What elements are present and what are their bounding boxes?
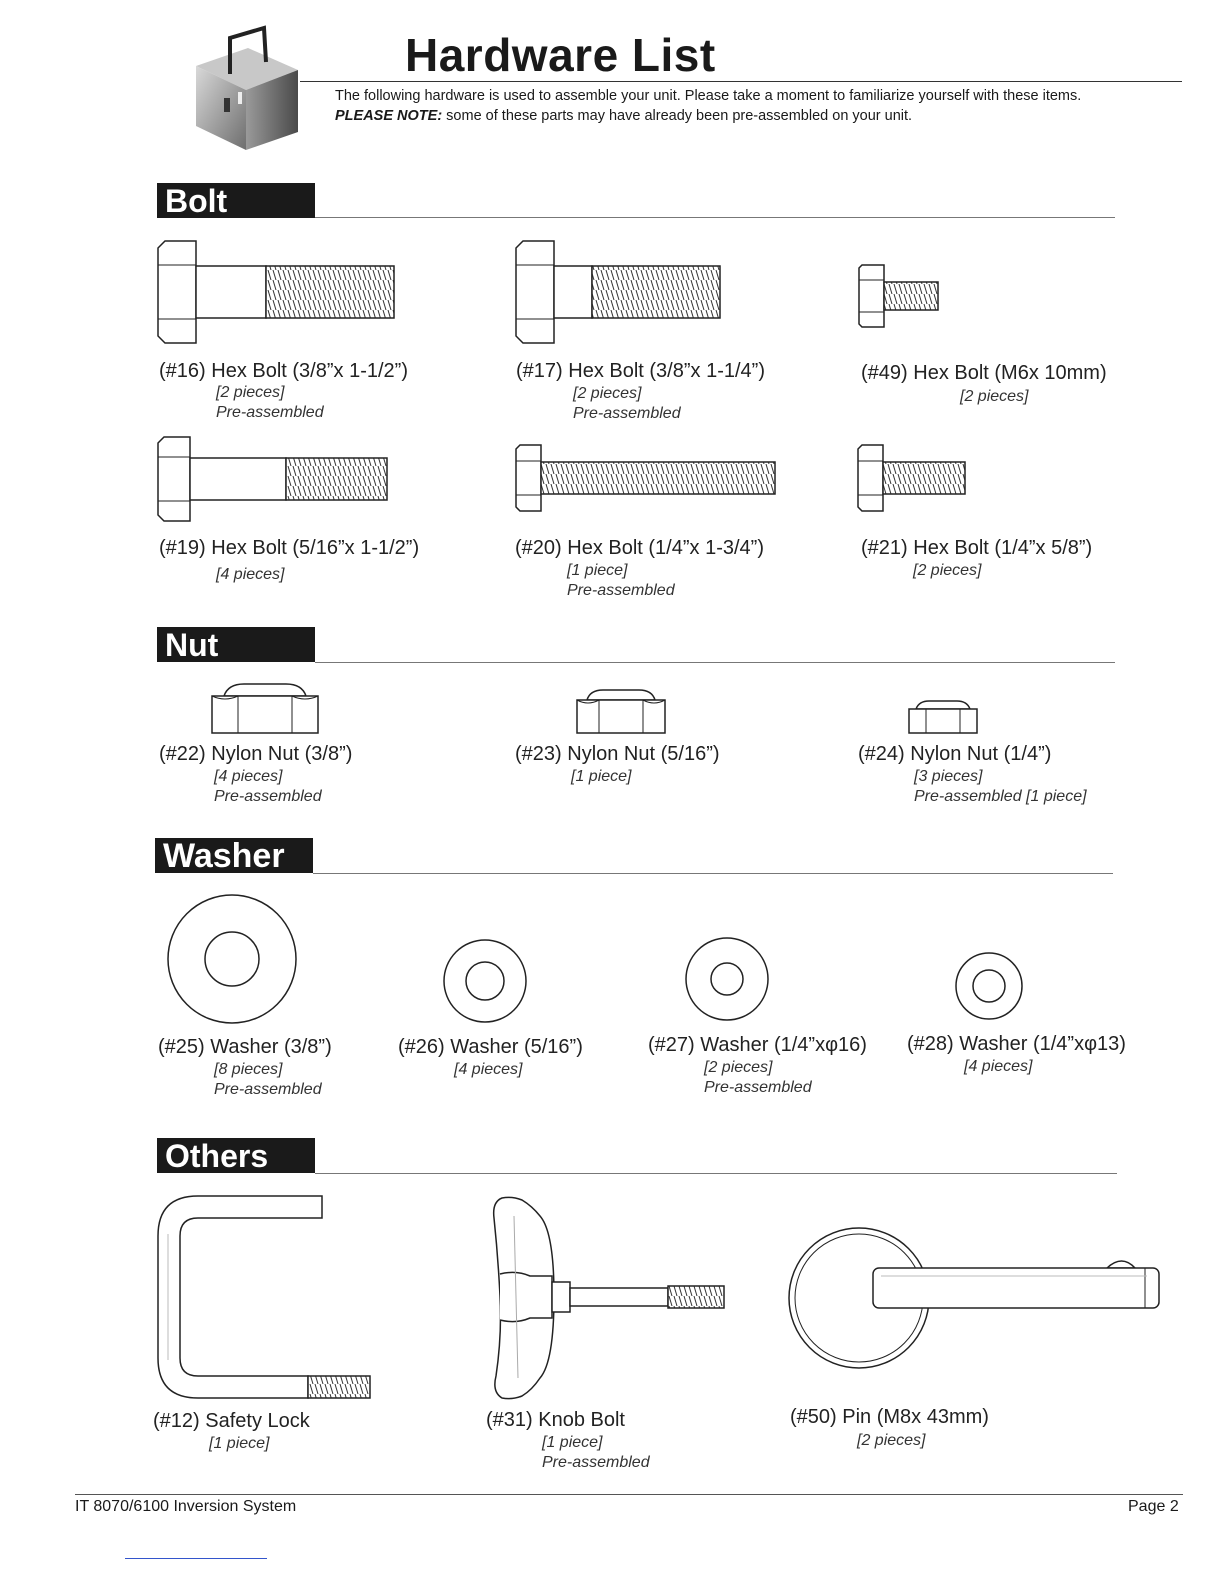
- washer-26-drawing: [442, 938, 528, 1024]
- nylon-nut-22-drawing: [210, 682, 320, 734]
- hex-bolt-21-drawing: [857, 444, 969, 512]
- item-qty-22: [4 pieces]: [214, 768, 283, 785]
- page-title: Hardware List: [405, 29, 716, 81]
- footer-product-name: IT 8070/6100 Inversion System: [75, 1498, 297, 1515]
- item-note-22: Pre-assembled: [214, 788, 322, 805]
- nylon-nut-24-drawing: [907, 700, 979, 734]
- item-note-16: Pre-assembled: [216, 404, 324, 421]
- hex-bolt-19-drawing: [157, 436, 391, 522]
- item-name-16: (#16) Hex Bolt (3/8”x 1-1/2”): [159, 360, 408, 382]
- intro-line-1: The following hardware is used to assemble your unit. Please take a moment to familiarize yourself with these items.: [335, 88, 1082, 104]
- item-qty-12: [1 piece]: [209, 1435, 270, 1452]
- section-rule-washer: [313, 873, 1113, 874]
- note-label: PLEASE NOTE:: [335, 108, 443, 124]
- item-note-20: Pre-assembled: [567, 582, 675, 599]
- item-name-17: (#17) Hex Bolt (3/8”x 1-1/4”): [516, 360, 765, 382]
- hex-bolt-16-drawing: [157, 240, 397, 344]
- footer-rule: [75, 1494, 1183, 1495]
- item-qty-31: [1 piece]: [542, 1434, 603, 1451]
- section-rule-nut: [315, 662, 1115, 663]
- item-qty-20: [1 piece]: [567, 562, 628, 579]
- safety-lock-drawing: [154, 1194, 374, 1400]
- item-note-25: Pre-assembled: [214, 1081, 322, 1098]
- footer-link-underline: [125, 1558, 267, 1559]
- nylon-nut-23-drawing: [575, 688, 667, 734]
- washer-28-drawing: [954, 951, 1024, 1021]
- item-name-23: (#23) Nylon Nut (5/16”): [515, 743, 720, 765]
- item-qty-49: [2 pieces]: [960, 388, 1029, 405]
- title-rule: [300, 81, 1182, 82]
- item-note-31: Pre-assembled: [542, 1454, 650, 1471]
- item-name-28: (#28) Washer (1/4”xφ13): [907, 1033, 1126, 1055]
- item-name-20: (#20) Hex Bolt (1/4”x 1-3/4”): [515, 537, 764, 559]
- section-rule-others: [315, 1173, 1117, 1174]
- item-name-50: (#50) Pin (M8x 43mm): [790, 1406, 989, 1428]
- item-qty-50: [2 pieces]: [857, 1432, 926, 1449]
- item-note-17: Pre-assembled: [573, 405, 681, 422]
- pin-drawing: [777, 1226, 1163, 1372]
- item-name-49: (#49) Hex Bolt (M6x 10mm): [861, 362, 1107, 384]
- item-name-31: (#31) Knob Bolt: [486, 1409, 625, 1431]
- toolbox-icon: [190, 28, 302, 156]
- section-header-washer: Washer: [155, 838, 313, 873]
- item-note-24: Pre-assembled [1 piece]: [914, 788, 1087, 805]
- washer-25-drawing: [166, 893, 298, 1025]
- washer-27-drawing: [684, 936, 770, 1022]
- section-rule-bolt: [315, 217, 1115, 218]
- item-qty-17: [2 pieces]: [573, 385, 642, 402]
- note-text: some of these parts may have already been pre-assembled on your unit.: [442, 108, 913, 124]
- item-name-21: (#21) Hex Bolt (1/4”x 5/8”): [861, 537, 1093, 559]
- item-qty-28: [4 pieces]: [964, 1058, 1033, 1075]
- item-qty-26: [4 pieces]: [454, 1061, 523, 1078]
- item-qty-24: [3 pieces]: [914, 768, 983, 785]
- item-qty-21: [2 pieces]: [913, 562, 982, 579]
- item-name-12: (#12) Safety Lock: [153, 1410, 310, 1432]
- intro-text: [335, 86, 1081, 126]
- item-name-19: (#19) Hex Bolt (5/16”x 1-1/2”): [159, 537, 420, 559]
- item-name-26: (#26) Washer (5/16”): [398, 1036, 583, 1058]
- item-qty-19: [4 pieces]: [216, 566, 285, 583]
- item-note-27: Pre-assembled: [704, 1079, 812, 1096]
- item-name-24: (#24) Nylon Nut (1/4”): [858, 743, 1052, 765]
- item-qty-23: [1 piece]: [571, 768, 632, 785]
- section-header-others: Others: [157, 1138, 315, 1173]
- section-header-bolt: Bolt: [157, 183, 315, 218]
- hex-bolt-17-drawing: [515, 240, 725, 344]
- footer-page-number: Page 2: [1128, 1498, 1179, 1515]
- hex-bolt-49-drawing: [858, 264, 942, 328]
- item-qty-25: [8 pieces]: [214, 1061, 283, 1078]
- item-name-27: (#27) Washer (1/4”xφ16): [648, 1034, 867, 1056]
- hex-bolt-20-drawing: [515, 444, 779, 512]
- section-header-nut: Nut: [157, 627, 315, 662]
- item-name-25: (#25) Washer (3/8”): [158, 1036, 332, 1058]
- knob-bolt-drawing: [488, 1196, 730, 1400]
- item-name-22: (#22) Nylon Nut (3/8”): [159, 743, 353, 765]
- item-qty-16: [2 pieces]: [216, 384, 285, 401]
- item-qty-27: [2 pieces]: [704, 1059, 773, 1076]
- intro-line-2: [335, 106, 1081, 126]
